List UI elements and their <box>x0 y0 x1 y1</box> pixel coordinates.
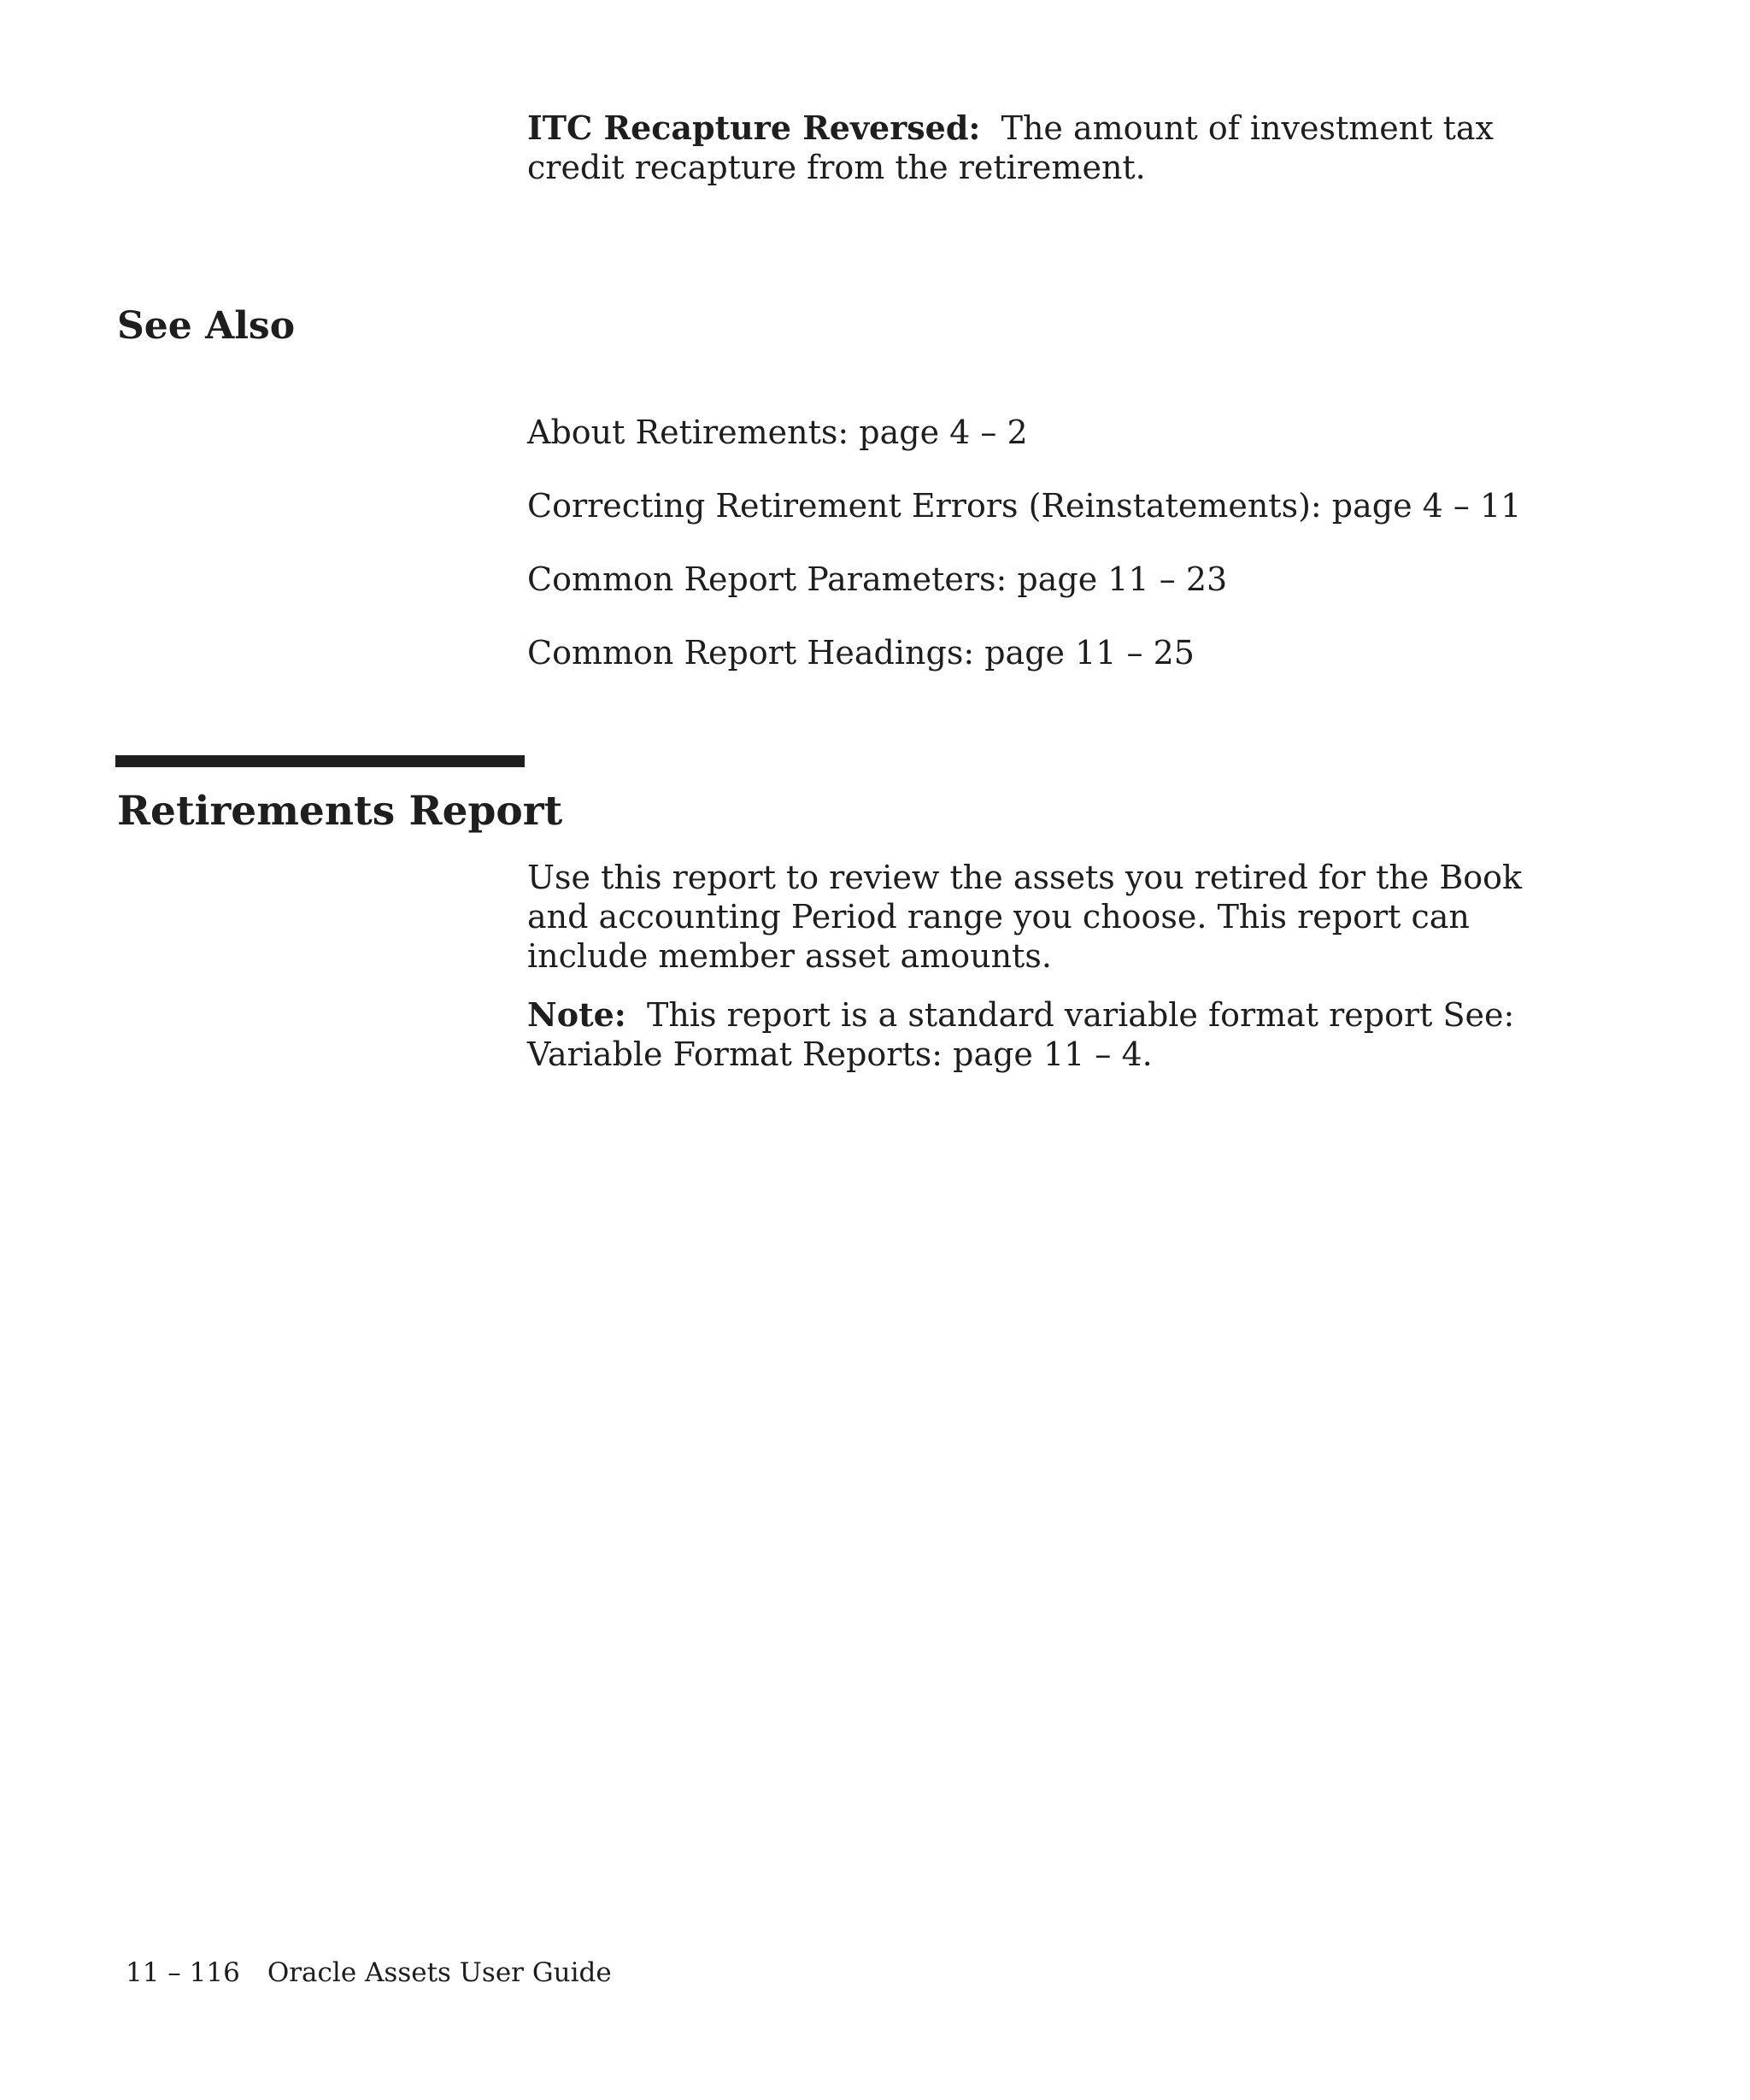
note-paragraph <box>527 995 1553 1074</box>
section-intro-paragraph: Use this report to review the assets you retired for the Book and accounting Period range you choose. This report can include member asset amounts. <box>527 859 1523 975</box>
see-also-link-common-report-parameters[interactable]: Common Report Parameters: page 11 – 23 <box>527 560 1228 598</box>
footer-guide-title: Oracle Assets User Guide <box>267 1957 612 1988</box>
definition-term: ITC Recapture Reversed: <box>527 109 981 147</box>
see-also-heading: See Also <box>117 304 296 348</box>
section-title: Retirements Report <box>117 788 563 835</box>
definition-text: The amount of investment tax credit recapture from the retirement. <box>527 109 1494 186</box>
itc-recapture-reversed-definition <box>527 109 1553 187</box>
page-footer <box>126 1956 612 1989</box>
note-text: This report is a standard variable format report See: Variable Format Reports: page 11 – 4. <box>527 996 1515 1073</box>
see-also-link-common-report-headings[interactable]: Common Report Headings: page 11 – 25 <box>527 634 1195 672</box>
section-divider-rule <box>115 755 525 767</box>
footer-page-number: 11 – 116 <box>126 1957 240 1988</box>
see-also-link-correcting-retirement-errors[interactable]: Correcting Retirement Errors (Reinstatements): page 4 – 11 <box>527 487 1522 525</box>
note-label: Note: <box>527 995 626 1034</box>
see-also-link-about-retirements[interactable]: About Retirements: page 4 – 2 <box>527 414 1028 451</box>
